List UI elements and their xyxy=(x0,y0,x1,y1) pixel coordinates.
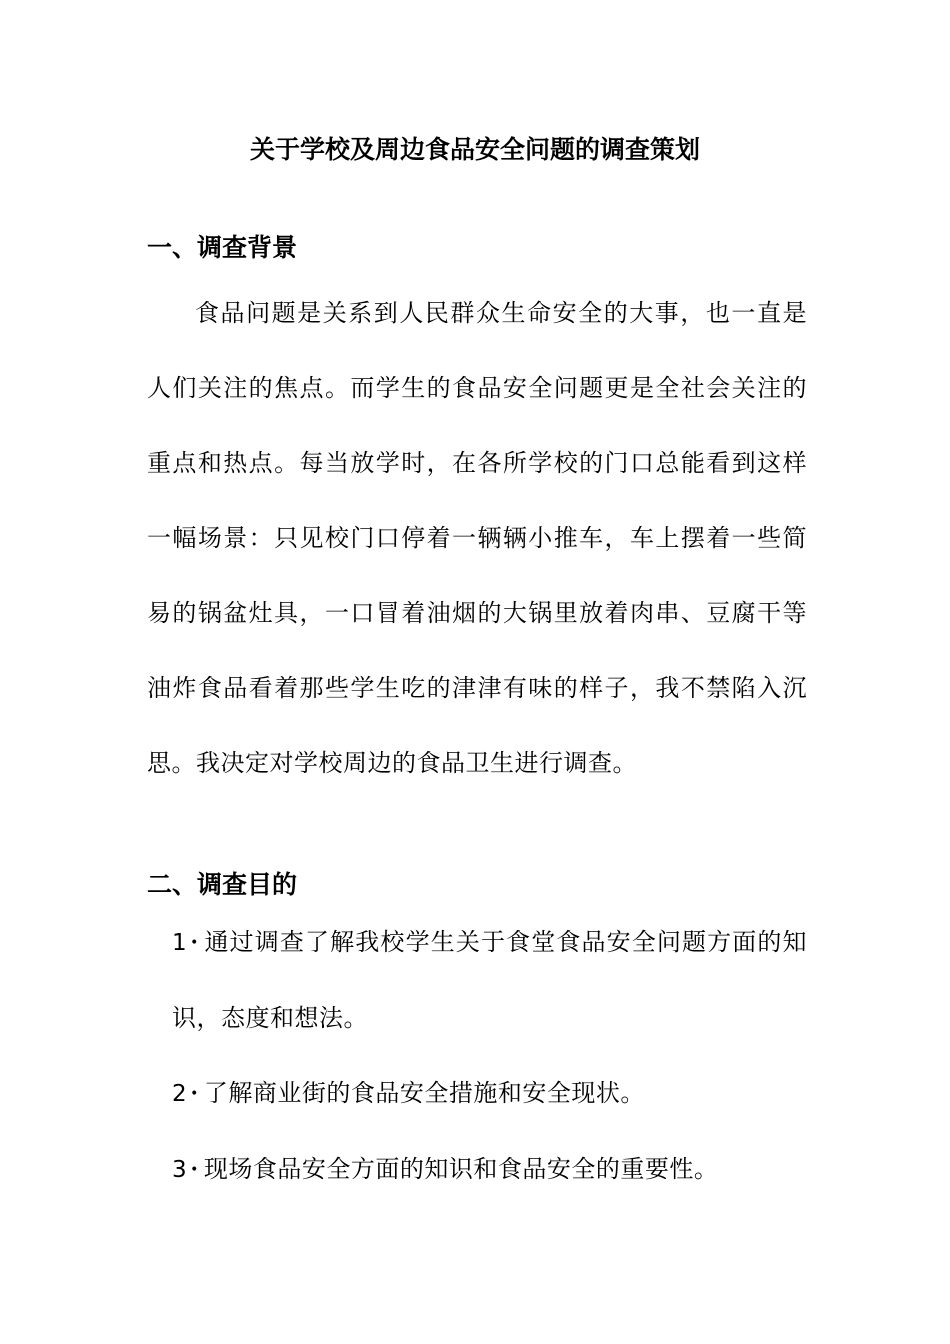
goal-number: 3 xyxy=(172,1157,188,1183)
goal-item xyxy=(172,1056,807,1132)
background-paragraph: 食品问题是关系到人民群众生命安全的大事，也一直是人们关注的焦点。而学生的食品安全问题更是全社会关注的重点和热点。每当放学时，在各所学校的门口总能看到这样一幅场景：只见校门口停着一辆辆小推车，车上摆着一些简易的锅盆灶具，一口冒着油烟的大锅里放着肉串、豆腐干等油炸食品看着那些学生吃的津津有味的样子，我不禁陷入沉思。我决定对学校周边的食品卫生进行调查。 xyxy=(147,299,807,777)
goal-separator: • xyxy=(190,1086,199,1102)
goal-text: 通过调查了解我校学生关于食堂食品安全问题方面的知识，态度和想法。 xyxy=(172,928,807,1032)
document-title: 关于学校及周边食品安全问题的调查策划 xyxy=(249,135,700,164)
goal-item xyxy=(172,905,807,1056)
section-heading-background: 一、调查背景 xyxy=(147,233,298,262)
section-heading-goals: 二、调查目的 xyxy=(147,870,298,899)
goals-list xyxy=(172,905,807,1208)
goal-separator: • xyxy=(190,935,199,951)
goal-text: 了解商业街的食品安全措施和安全现状。 xyxy=(203,1079,645,1107)
goal-item xyxy=(172,1132,807,1208)
goal-text: 现场食品安全方面的知识和食品安全的重要性。 xyxy=(203,1155,719,1183)
goal-number: 2 xyxy=(172,1081,188,1107)
goal-number: 1 xyxy=(172,930,188,956)
goal-separator: • xyxy=(190,1162,199,1178)
